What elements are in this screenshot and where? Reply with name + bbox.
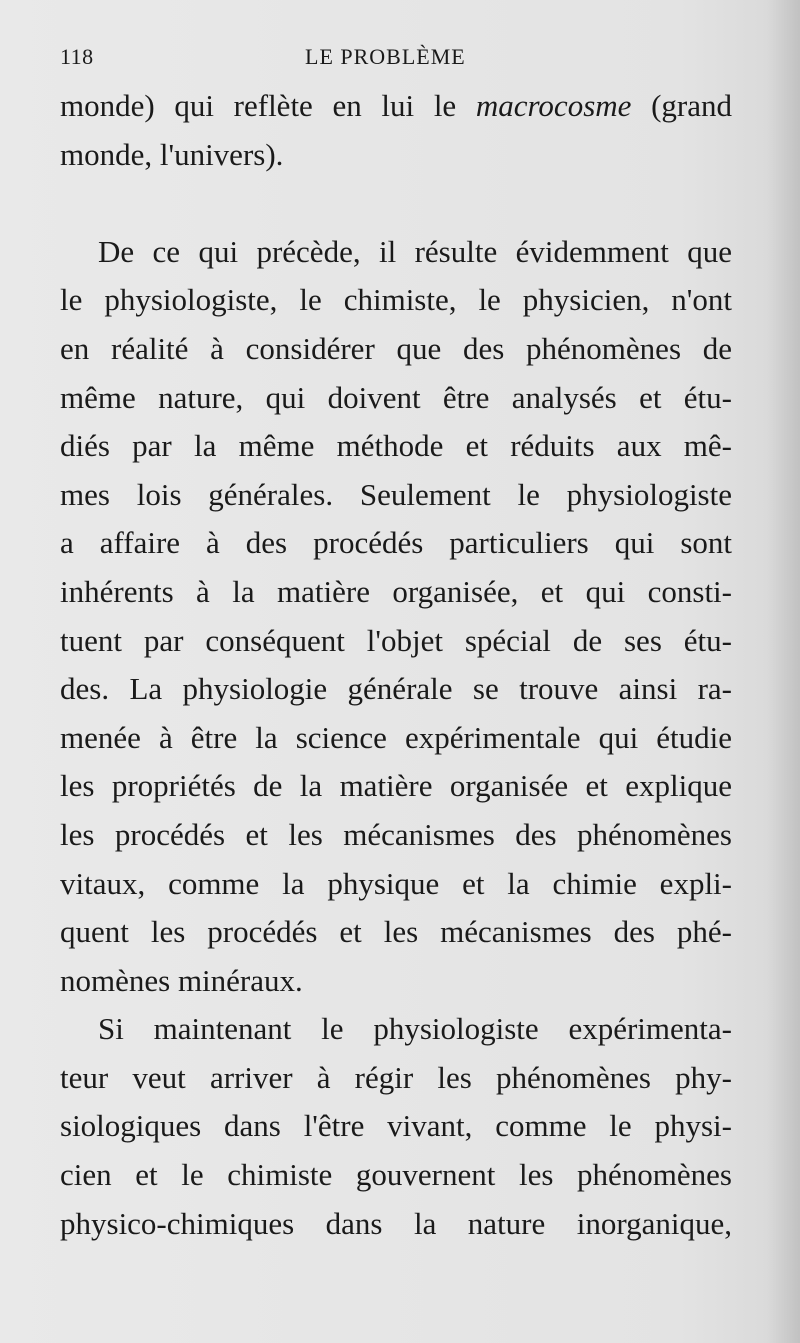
text-fragment: (grand (631, 88, 732, 123)
text-line: physico-chimiques dans la nature inorganique, (60, 1205, 732, 1241)
text-line: mes lois générales. Seulement le physiologiste (60, 476, 732, 512)
text-line: teur veut arriver à régir les phénomènes phy- (60, 1059, 732, 1095)
running-title: LE PROBLÈME (305, 44, 466, 69)
page-edge-shadow (766, 0, 800, 1343)
text-line (60, 82, 732, 131)
text-line: le physiologiste, le chimiste, le physicien, n'ont (60, 282, 732, 318)
text-line: siologiques dans l'être vivant, comme le physi- (60, 1108, 732, 1144)
text-line: a affaire à des procédés particuliers qui sont (60, 525, 732, 561)
text-line: en réalité à considérer que des phénomènes de (60, 330, 732, 366)
text-line: inhérents à la matière organisée, et qui consti- (60, 573, 732, 609)
italic-term: macrocosme (475, 88, 632, 123)
text-line: tuent par conséquent l'objet spécial de ses étu- (60, 622, 732, 658)
text-line: des. La physiologie générale se trouve ainsi ra- (60, 671, 732, 707)
text-fragment: monde) qui reflète en lui le (60, 88, 476, 123)
text-line: même nature, qui doivent être analysés et étu- (60, 379, 732, 415)
text-line: quent les procédés et les mécanismes des phé- (60, 914, 732, 950)
paragraph-gap (60, 179, 732, 228)
text-line: diés par la même méthode et réduits aux mê- (60, 428, 732, 464)
body-text (60, 82, 732, 1248)
page-number: 118 (60, 44, 94, 69)
page-header (60, 42, 730, 72)
text-line: menée à être la science expérimentale qui étudie (60, 719, 732, 755)
text-line: De ce qui précède, il résulte évidemment que (98, 233, 732, 269)
text-line: vitaux, comme la physique et la chimie expli- (60, 865, 732, 901)
text-line: monde, l'univers). (60, 136, 284, 172)
text-line: les propriétés de la matière organisée et explique (60, 768, 732, 804)
text-line: les procédés et les mécanismes des phénomènes (60, 816, 732, 852)
text-line: cien et le chimiste gouvernent les phénomènes (60, 1157, 732, 1193)
text-line: Si maintenant le physiologiste expérimenta- (98, 1011, 732, 1047)
text-line: nomènes minéraux. (60, 962, 303, 998)
